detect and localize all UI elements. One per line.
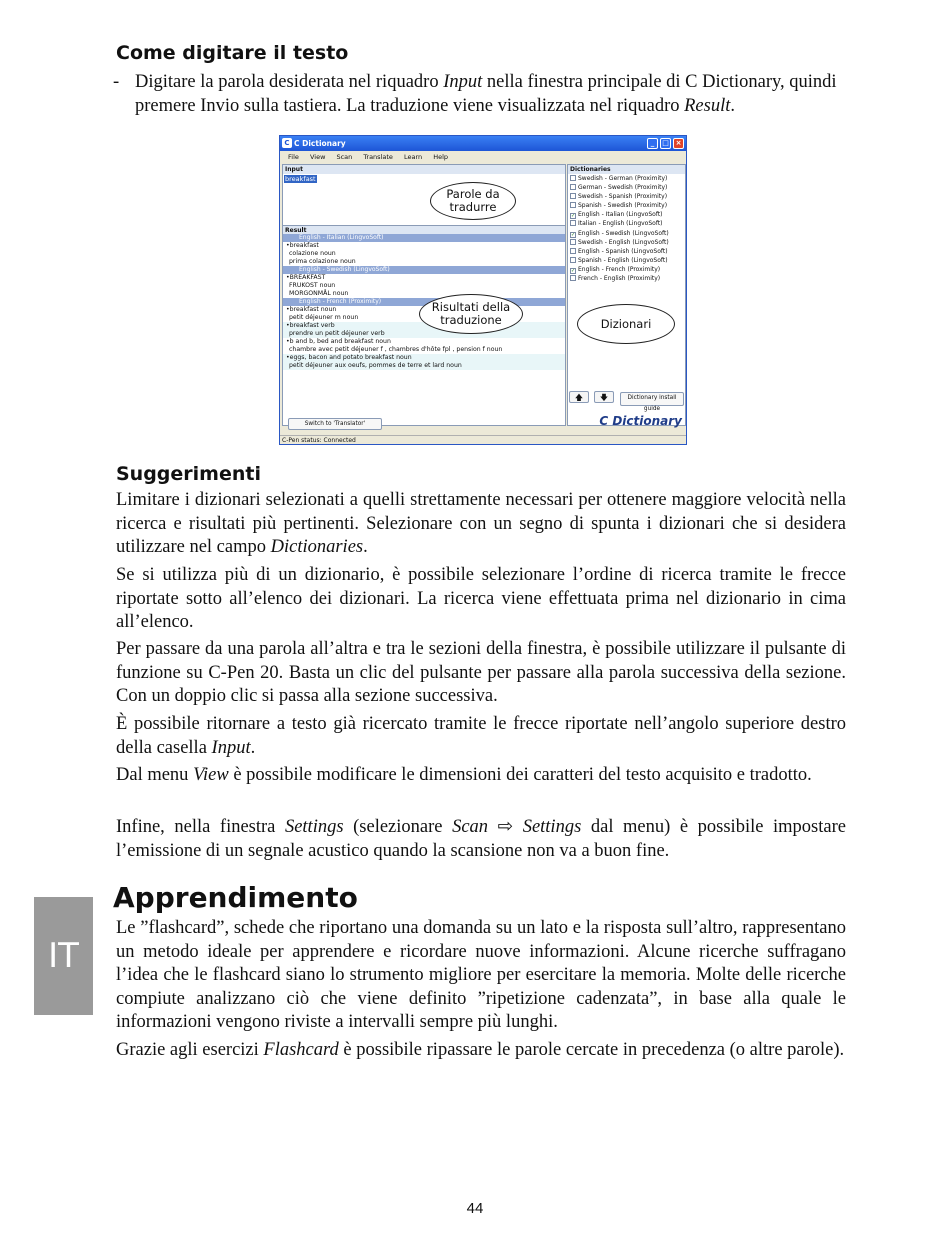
close-icon: ×	[673, 138, 684, 149]
menu-translate: Translate	[363, 153, 393, 161]
dictionary-install-guide-button: Dictionary install guide	[620, 392, 684, 406]
tips-paragraph-1: Limitare i dizionari selezionati a quelli strettamente necessari per ottenere maggiore velocità nella ricerca e risultati più pertinenti. Selezionare con un segno di spunta i dizionari che si desidera utilizzare nel campo Dictionaries.	[116, 490, 846, 557]
dictionary-name: Swedish - English (LingvoSoft)	[578, 238, 669, 246]
result-dictionary-header: English - Swedish (LingvoSoft)	[283, 266, 565, 274]
checkbox-icon	[570, 193, 576, 199]
input-box	[283, 174, 565, 225]
dictionary-name: French - English (Proximity)	[578, 275, 661, 283]
checked-checkbox-icon: ✓	[571, 231, 576, 238]
dictionary-name: Spanish - English (LingvoSoft)	[578, 256, 668, 264]
callout-translation-results: Risultati della traduzione	[419, 294, 523, 334]
dictionary-item	[568, 247, 685, 256]
maximize-icon: □	[660, 138, 671, 149]
dictionary-item	[568, 265, 685, 274]
dictionary-name: German - Swedish (Proximity)	[578, 184, 668, 192]
window-title: C Dictionary	[294, 139, 346, 148]
menu-view: View	[309, 153, 326, 161]
result-headword: •breakfast verb	[283, 322, 565, 330]
bullet-text: Digitare la parola desiderata nel riquadro Input nella finestra principale di C Dictionary, quindi premere Invio sulla tastiera. La traduzione viene visualizzata nel riquadro Result.	[135, 72, 837, 116]
app-icon: C	[282, 138, 292, 148]
dictionaries-label: Dictionaries	[568, 165, 685, 174]
dictionary-item	[568, 192, 685, 201]
dictionary-name: English - French (Proximity)	[578, 265, 661, 273]
result-translation: petit déjeuner aux oeufs, pommes de terre et lard noun	[283, 362, 565, 370]
dictionary-item	[568, 219, 685, 228]
checked-checkbox-icon: ✓	[571, 213, 576, 220]
dictionary-item	[568, 238, 685, 247]
page-number: 44	[466, 1200, 484, 1217]
tips-paragraph-3: Per passare da una parola all’altra e tra le sezioni della finestra, è possibile utilizzare il pulsante di funzione su C-Pen 20. Basta un clic del pulsante per passare alla parola successiva della sezione. Con un doppio clic si passa alla sezione successiva.	[116, 639, 846, 706]
c-dictionary-logo: C Dictionary	[599, 414, 682, 428]
result-headword: •breakfast	[286, 242, 319, 249]
callout-words-to-translate: Parole da tradurre	[430, 182, 516, 220]
section-heading-tips: Suggerimenti	[116, 463, 261, 485]
checkbox-icon	[570, 248, 576, 254]
dictionary-item	[568, 210, 685, 219]
dictionaries-pane	[567, 164, 686, 426]
dictionary-item	[568, 174, 685, 183]
input-result-pane	[282, 164, 566, 426]
result-translation: prima colazione noun	[289, 258, 356, 265]
dictionary-name: English - Swedish (LingvoSoft)	[578, 229, 669, 237]
checkbox-icon	[570, 202, 576, 208]
tips-paragraph-2: Se si utilizza più di un dizionario, è possibile selezionare l’ordine di ricerca tramite le frecce riportate sotto all’elenco dei dizionari. La ricerca viene effettuata prima nel dizionario in cima all’elenco.	[116, 565, 846, 632]
checkbox-icon	[570, 220, 576, 226]
bullet-dash: -	[113, 72, 120, 92]
callout-dictionaries: Dizionari	[577, 304, 675, 344]
language-tab: IT	[34, 897, 93, 1015]
checkbox-icon	[570, 239, 576, 245]
result-translation: chambre avec petit déjeuner f , chambres d'hôte fpl , pension f noun	[289, 346, 503, 353]
checkbox-icon	[570, 184, 576, 190]
checkbox-icon	[570, 175, 576, 181]
result-translation: colazione noun	[289, 250, 336, 257]
dictionary-name: Swedish - German (Proximity)	[578, 175, 668, 182]
checkbox-icon	[570, 257, 576, 263]
input-value: breakfast	[285, 175, 316, 183]
result-translation: MORGONMÅL noun	[289, 290, 349, 297]
dictionary-name: Italian - English (LingvoSoft)	[578, 220, 663, 228]
dictionary-item	[568, 274, 685, 283]
dictionary-name: Spanish - Swedish (Proximity)	[578, 202, 668, 210]
result-headword: •breakfast noun	[286, 306, 337, 313]
result-headword: •b and b, bed and breakfast noun	[286, 338, 391, 345]
dictionary-item	[568, 229, 685, 238]
move-down-arrow-icon: 🡇	[594, 391, 614, 403]
dictionary-item	[568, 201, 685, 210]
result-label: Result	[283, 225, 565, 234]
instruction-bullet	[113, 70, 853, 118]
switch-to-translator-button: Switch to 'Translator'	[288, 418, 382, 430]
dictionary-name: English - Spanish (LingvoSoft)	[578, 247, 668, 255]
checked-checkbox-icon: ✓	[571, 267, 576, 274]
tips-paragraph-6: Infine, nella finestra Settings (selezionare Scan ⇨ Settings dal menu) è possibile impostare l’emissione di un segnale acustico quando la scansione non va a buon fine.	[116, 817, 846, 861]
menu-learn: Learn	[403, 153, 423, 161]
dictionary-name: Swedish - Spanish (Proximity)	[578, 193, 668, 201]
dictionary-name: English - Italian (LingvoSoft)	[578, 211, 663, 219]
dictionary-item	[568, 256, 685, 265]
result-headword: •eggs, bacon and potato breakfast noun	[283, 354, 565, 362]
result-headword: •BREAKFAST	[286, 274, 326, 281]
section-heading-typing: Come digitare il testo	[116, 42, 349, 64]
result-dictionary-header: English - French (Proximity)	[283, 298, 565, 306]
input-label: Input	[283, 165, 565, 174]
window-titlebar	[280, 136, 686, 151]
learning-paragraph-2: Grazie agli esercizi Flashcard è possibile ripassare le parole cercate in precedenza (o altre parole).	[116, 1040, 845, 1060]
result-translation: petit déjeuner m noun	[289, 314, 359, 321]
result-dictionary-header: English - Italian (LingvoSoft)	[283, 234, 565, 242]
dictionary-item	[568, 183, 685, 192]
minimize-icon: _	[647, 138, 658, 149]
menu-help: Help	[433, 153, 449, 161]
dictionary-list	[568, 174, 685, 283]
move-up-arrow-icon: 🡅	[569, 391, 589, 403]
learning-paragraph-1: Le ”flashcard”, schede che riportano una domanda su un lato e la risposta sull’altro, rappresentano un metodo ideale per apprendere e ricordare nuove informazioni. Alcune ricerche suffragano l’idea che le flashcard siano lo strumento migliore per esercitare la memoria. Molte delle ricerche compiute analizzano ciò che viene definito ”ripetizione cadenzata”, in base alla quale le informazioni vengono riviste a intervalli sempre più lunghi.	[116, 918, 846, 1032]
menu-scan: Scan	[336, 153, 353, 161]
result-translation: FRUKOST noun	[289, 282, 336, 289]
status-bar: C-Pen status: Connected	[280, 435, 686, 444]
tips-paragraph-4: È possibile ritornare a testo già ricercato tramite le frecce riportate nell’angolo superiore destro della casella Input.	[116, 714, 846, 758]
result-translation: prendre un petit déjeuner verb	[283, 330, 565, 338]
section-heading-learning: Apprendimento	[113, 881, 358, 914]
tips-paragraph-5: Dal menu View è possibile modificare le dimensioni dei caratteri del testo acquisito e tradotto.	[116, 765, 812, 785]
checkbox-icon	[570, 275, 576, 281]
c-dictionary-screenshot	[279, 135, 687, 445]
menu-file: File	[288, 153, 299, 161]
menu-bar	[280, 151, 686, 164]
